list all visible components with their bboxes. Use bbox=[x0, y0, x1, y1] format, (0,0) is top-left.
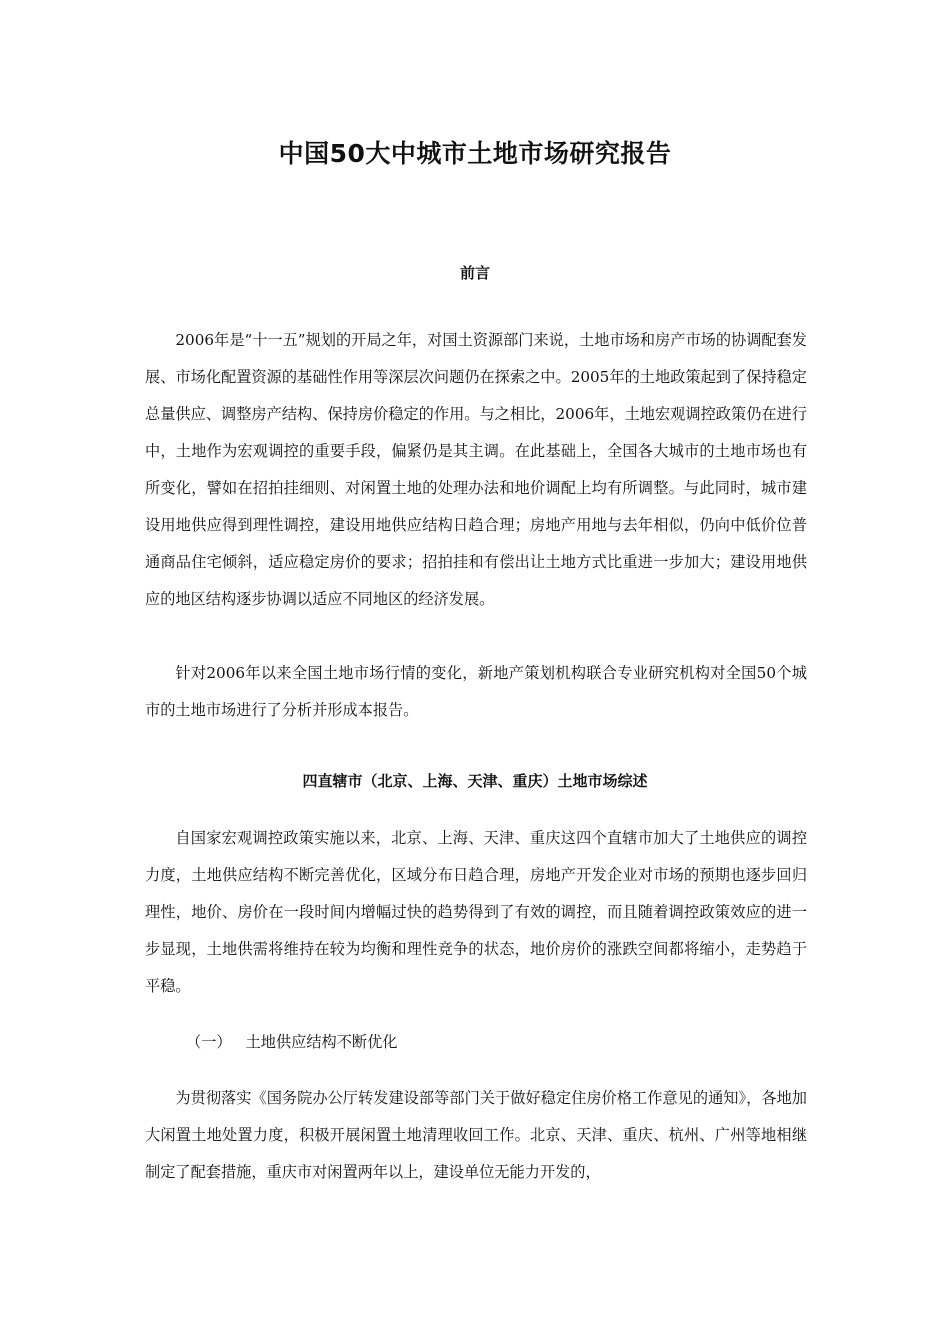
section-heading-municipalities: 四直辖市（北京、上海、天津、重庆）土地市场综述 bbox=[302, 772, 648, 790]
preface-paragraph-1: 2006年是“十一五”规划的开局之年，对国土资源部门来说，土地市场和房产市场的协调配套发展、市场化配置资源的基础性作用等深层次问题仍在探索之中。2005年的土地政策起到了保持稳定总量供应、调整房产结构、保持房价稳定的作用。与之相比，2006年，土地宏观调控政策仍在进行中，土地作为宏观调控的重要手段，偏紧仍是其主调。在此基础上，全国各大城市的土地市场也有所变化，譬如在招拍挂细则、对闲置土地的处理办法和地价调配上均有所调整。与此同时，城市建设用地供应得到理性调控，建设用地供应结构日趋合理；房地产用地与去年相似，仍向中低价位普通商品住宅倾斜，适应稳定房价的要求；招拍挂和有偿出让土地方式比重进一步加大；建设用地供应的地区结构逐步协调以适应不同地区的经济发展。 bbox=[145, 331, 807, 608]
preface-paragraph-2: 针对2006年以来全国土地市场行情的变化，新地产策划机构联合专业研究机构对全国50个城市的土地市场进行了分析并形成本报告。 bbox=[145, 664, 807, 719]
subsection-paragraph: 为贯彻落实《国务院办公厅转发建设部等部门关于做好稳定住房价格工作意见的通知》，各地加大闲置土地处置力度，积极开展闲置土地清理收回工作。北京、天津、重庆、杭州、广州等地相继制定了配套措施，重庆市对闲置两年以上，建设单位无能力开发的， bbox=[145, 1089, 807, 1181]
preface-heading: 前言 bbox=[459, 264, 490, 282]
subsection-heading bbox=[186, 1031, 397, 1052]
subsection-title: 土地供应结构不断优化 bbox=[245, 1033, 398, 1051]
section-intro-paragraph: 自国家宏观调控政策实施以来，北京、上海、天津、重庆这四个直辖市加大了土地供应的调控力度，土地供应结构不断完善优化，区域分布日趋合理，房地产开发企业对市场的预期也逐步回归理性，地价、房价在一段时间内增幅过快的趋势得到了有效的调控，而且随着调控政策效应的进一步显现，土地供需将维持在较为均衡和理性竞争的状态，地价房价的涨跌空间都将缩小，走势趋于平稳。 bbox=[145, 829, 807, 995]
document-title: 中国50大中城市土地市场研究报告 bbox=[278, 139, 672, 168]
subsection-number: （一） bbox=[186, 1033, 232, 1051]
